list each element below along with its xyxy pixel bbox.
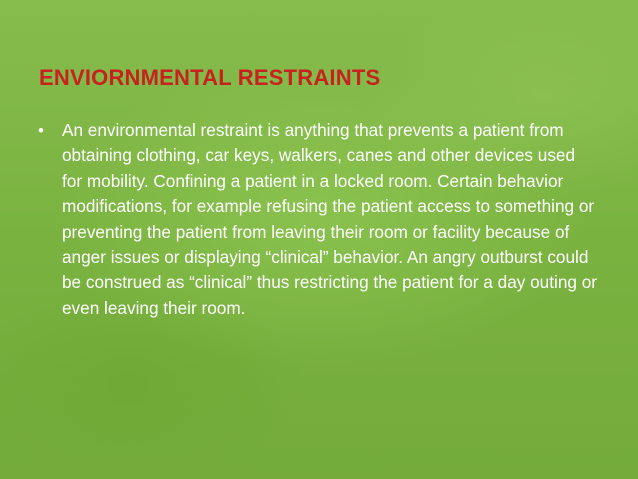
bullet-marker-icon: •	[38, 121, 44, 140]
bullet-text: An environmental restraint is anything that prevents a patient from obtaining clothing, car keys, walkers, canes and other devices used for mobility. Confining a patient in a locked room. Certain behavior modifications, for example refusing the patient access to something or preventing the patient from leaving their room or facility because of anger issues or displaying “clinical” behavior. An angry outburst could be construed as “clinical” thus restricting the patient for a day outing or even leaving their room.	[62, 120, 598, 318]
bullet-list	[38, 118, 598, 321]
slide-title: ENVIORNMENTAL RESTRAINTS	[39, 65, 381, 90]
bullet-item	[38, 118, 598, 321]
